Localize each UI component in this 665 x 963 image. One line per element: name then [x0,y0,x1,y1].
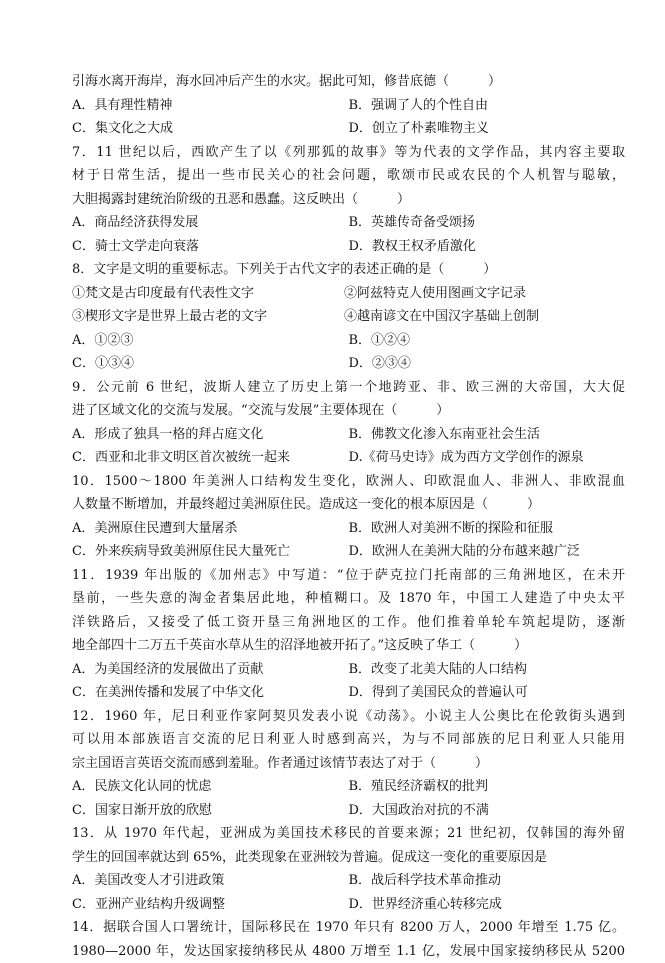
option-a: A．①②③ [72,329,349,353]
option-c: C．骑士文学走向衰落 [72,235,349,259]
option-row [72,540,625,564]
option-row [72,517,625,541]
option-row [72,869,625,893]
question-11 [72,564,625,705]
question-stem: 10．1500～1800 年美洲人口结构发生变化，欧洲人、印欧混血人、非洲人、非欧混血 [72,470,625,494]
question-stem: 9．公元前 6 世纪，波斯人建立了历史上第一个地跨亚、非、欧三洲的大帝国，大大促 [72,376,625,400]
option-row [72,329,625,353]
option-a: A．形成了独具一格的拜占庭文化 [72,423,349,447]
question-8 [72,258,625,376]
option-b: B．欧洲人对美洲不断的探险和征服 [349,517,626,541]
question-14 [72,916,625,963]
option-c: C．西亚和北非文明区首次被统一起来 [72,446,349,470]
question-stem: 地全部四十二万五千英亩水草从生的沼泽地被开拓了。”这反映了华工（ ） [72,634,625,658]
option-row [72,658,625,682]
option-b: B．佛教文化渗入东南亚社会生活 [349,423,626,447]
option-b: B．①②④ [349,329,626,353]
option-a: A．美国改变人才引进政策 [72,869,349,893]
option-d: D．得到了美国民众的普遍认可 [349,681,626,705]
question-stem: 8．文字是文明的重要标志。下列关于古代文字的表述正确的是（ ） [72,258,625,282]
option-c: C．在美洲传播和发展了中华文化 [72,681,349,705]
question-stem: 7．11 世纪以后，西欧产生了以《列那狐的故事》等为代表的文学作品，其内容主要取 [72,141,625,165]
option-row [72,117,625,141]
option-d: D．创立了朴素唯物主义 [349,117,626,141]
option-row [72,352,625,376]
option-a: A．美洲原住民遭到大量屠杀 [72,517,349,541]
option-d: D．世界经济重心转移完成 [349,893,626,917]
option-c: C．亚洲产业结构升级调整 [72,893,349,917]
option-row [72,211,625,235]
question-stem: 垦前，一些失意的淘金者集居此地，种植糊口。及 1870 年，中国工人建造了中央太平 [72,587,625,611]
option-a: A．具有理性精神 [72,94,349,118]
statement-1: ①梵文是古印度最有代表性文字 [72,282,344,306]
option-b: B．强调了人的个性自由 [349,94,626,118]
option-row [72,446,625,470]
option-row [72,94,625,118]
question-stem: 引海水离开海岸，海水回冲后产生的水灾。据此可知，修昔底德（ ） [72,70,625,94]
question-10 [72,470,625,564]
option-b: B．战后科学技术革命推动 [349,869,626,893]
question-stem: 洋铁路后，又接受了低工资开垦三角洲地区的工作。他们推着单轮车筑起堤防，逐渐 [72,611,625,635]
question-stem: 12．1960 年，尼日利亚作家阿契贝发表小说《动荡》。小说主人公奥比在伦敦街头遇到 [72,705,625,729]
option-a: A．为美国经济的发展做出了贡献 [72,658,349,682]
question-9 [72,376,625,470]
question-stem: 11．1939 年出版的《加州志》中写道：“位于萨克拉门托南部的三角洲地区，在未开 [72,564,625,588]
question-stem: 13．从 1970 年代起，亚洲成为美国技术移民的首要来源；21 世纪初，仅韩国的海外留 [72,822,625,846]
option-d: D．教权王权矛盾激化 [349,235,626,259]
option-b: B．殖民经济霸权的批判 [349,775,626,799]
statement-row [72,305,625,329]
statement-row [72,282,625,306]
question-stem: 进了区域文化的交流与发展。“交流与发展”主要体现在（ ） [72,399,625,423]
option-c: C．国家日渐开放的欣慰 [72,799,349,823]
option-row [72,893,625,917]
statement-2: ②阿兹特克人使用图画文字记录 [344,282,622,306]
question-stem: 可以用本部族语言交流的尼日利亚人时感到高兴，为与不同部族的尼日利亚人只能用 [72,728,625,752]
question-stem: 14．据联合国人口署统计，国际移民在 1970 年只有 8200 万人，2000 年增至 1.75 亿。 [72,916,625,940]
option-c: C．集文化之大成 [72,117,349,141]
question-13 [72,822,625,916]
option-a: A．民族文化认同的忧虑 [72,775,349,799]
option-b: B．英雄传奇备受颂扬 [349,211,626,235]
question-stem: 宗主国语言英语交流而感到羞耻。作者通过该情节表达了对于（ ） [72,752,625,776]
option-a: A．商品经济获得发展 [72,211,349,235]
option-b: B．改变了北美大陆的人口结构 [349,658,626,682]
question-6 [72,70,625,141]
option-c: C．外来疾病导致美洲原住民大量死亡 [72,540,349,564]
question-7 [72,141,625,259]
option-row [72,799,625,823]
option-d: D．②③④ [349,352,626,376]
question-12 [72,705,625,823]
option-row [72,681,625,705]
option-d: D．大国政治对抗的不满 [349,799,626,823]
option-row [72,423,625,447]
statement-3: ③楔形文字是世界上最古老的文字 [72,305,344,329]
question-stem: 材于日常生活，提出一些市民关心的社会问题，歌颂市民或农民的个人机智与聪敏， [72,164,625,188]
question-stem: 学生的回国率就达到 65%，此类现象在亚洲较为普遍。促成这一变化的重要原因是 [72,846,625,870]
question-stem: 1980—2000 年，发达国家接纳移民从 4800 万增至 1.1 亿，发展中国家接纳移民从 5200 [72,940,625,963]
question-stem: 人数量不断增加，并最终超过美洲原住民。造成这一变化的根本原因是（ ） [72,493,625,517]
option-row [72,235,625,259]
option-d: D．欧洲人在美洲大陆的分布越来越广泛 [349,540,626,564]
question-stem: 大胆揭露封建统治阶级的丑恶和愚蠢。这反映出（ ） [72,188,625,212]
option-c: C．①③④ [72,352,349,376]
option-row [72,775,625,799]
option-d: D.《荷马史诗》成为西方文学创作的源泉 [349,446,626,470]
statement-4: ④越南谚文在中国汉字基础上创制 [344,305,622,329]
